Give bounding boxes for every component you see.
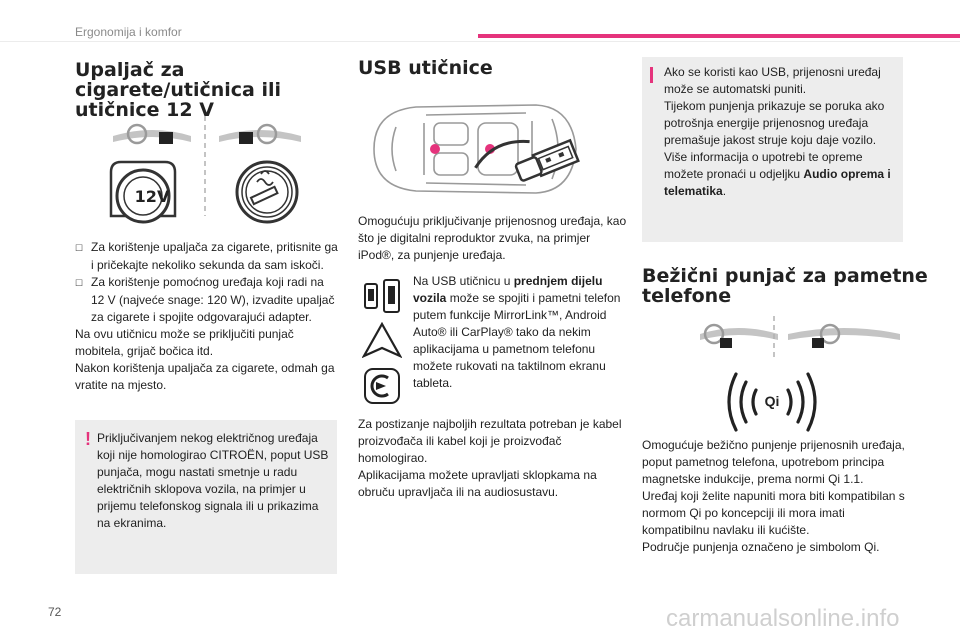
- qi-label: Qi: [764, 393, 780, 409]
- info-icon: [650, 67, 653, 83]
- lighter-illustration: [105, 112, 315, 224]
- dashboard-left-icon: [700, 325, 778, 348]
- socket-12v-label: 12V: [134, 187, 170, 206]
- page-number: 72: [48, 605, 62, 619]
- warning-text: Priključivanjem nekog električnog uređaja koji nije homologirao CITROËN, poput USB punjača, mogu nastati smetnje u radu električnih sklopova vozila, na primjer u prijemu telefonskog signala ili u prikazima na ekranima.: [97, 431, 329, 530]
- usb-paragraph: Omogućuju priključivanje prijenosnog uređaja, kao što je digitalni reproduktor zvuka, na primjer iPod®, za punjenje uređaja.: [358, 214, 627, 262]
- warning-icon: !: [85, 429, 91, 449]
- lighter-body: [75, 239, 340, 394]
- usb-front-paragraph: Na USB utičnicu u prednjem dijelu vozila može se spojiti i pametni telefon putem funkcije MirrorLink™, Android Auto® ili CarPlay® tako da nekim aplikacijama u pametnom telefonu možete rukovati na taktilnom ekranu tableta.: [413, 274, 621, 390]
- wireless-dashboard-illustration: [694, 314, 906, 360]
- usb-plug-icon: [471, 121, 578, 198]
- lighter-bullet: ☐ Za korištenje pomoćnog uređaja koji radi na 12 V (najveće snage: 120 W), izvadite upaljač za cigarete i spojite odgovarajući adapter.: [75, 275, 335, 324]
- warning-box: [75, 420, 337, 574]
- lighter-paragraph: Na ovu utičnicu može se priključiti punjač mobitela, grijač bočica itd.: [75, 327, 294, 358]
- lighter-bullet: ☐ Za korištenje upaljača za cigarete, pritisnite ga i pričekajte nekoliko sekunda da sam iskoči.: [75, 240, 338, 272]
- lighter-title: Upaljač za cigarete/utičnica ili utičnice 12 V: [75, 59, 282, 121]
- info-text: Ako se koristi kao USB, prijenosni uređaj može se automatski puniti. Tijekom punjenja prikazuje se poruka ako potrošnja energije prijenosnog uređaja premašuje jakost struje koju daje vozilo. Više informacija o upotrebi te opreme možete pronaći u odjeljku Audio oprema i telematika.: [664, 65, 891, 198]
- lighter-paragraph: Nakon korištenja upaljača za cigarete, odmah ga vratite na mjesto.: [75, 361, 335, 392]
- header-accent-bar: [478, 34, 960, 38]
- dashboard-right-icon: [219, 125, 301, 144]
- dashboard-left-icon: [113, 125, 191, 144]
- bullet-checkbox-icon: ☐: [75, 278, 84, 288]
- header-divider: [0, 41, 960, 42]
- bullet-checkbox-icon: ☐: [75, 243, 84, 253]
- info-box: [642, 57, 903, 242]
- usb-cable-text: Za postizanje najboljih rezultata potreban je kabel proizvođača ili kabel koji je proizvođač homologirao. Aplikacijama možete upravljati sklopkama na obruču upravljača ili na audiosustavu.: [358, 417, 622, 499]
- section-header: Ergonomija i komfor: [75, 25, 182, 39]
- wireless-text: Omogućuje bežično punjenje prijenosnih uređaja, poput pametnog telefona, upotrebom principa magnetske indukcije, prema normi Qi 1.1. Uređaj koji želite napuniti mora biti kompatibilan s normom Qi po koncepciji ili mora imati kompatibilnu navlaku ili kućište. Područje punjenja označeno je simbolom Qi.: [642, 438, 905, 554]
- watermark: carmanualsonline.info: [666, 605, 900, 632]
- mirrorlink-icon: [362, 276, 402, 316]
- cigarette-lighter-icon: [237, 162, 297, 222]
- android-auto-icon: [362, 322, 402, 358]
- car-usb-illustration: [366, 97, 592, 201]
- wireless-title: Bežični punjač za pametne telefone: [642, 265, 928, 307]
- carplay-icon: [362, 366, 402, 406]
- dashboard-right-icon: [788, 325, 900, 348]
- usb-title: USB utičnice: [358, 57, 493, 79]
